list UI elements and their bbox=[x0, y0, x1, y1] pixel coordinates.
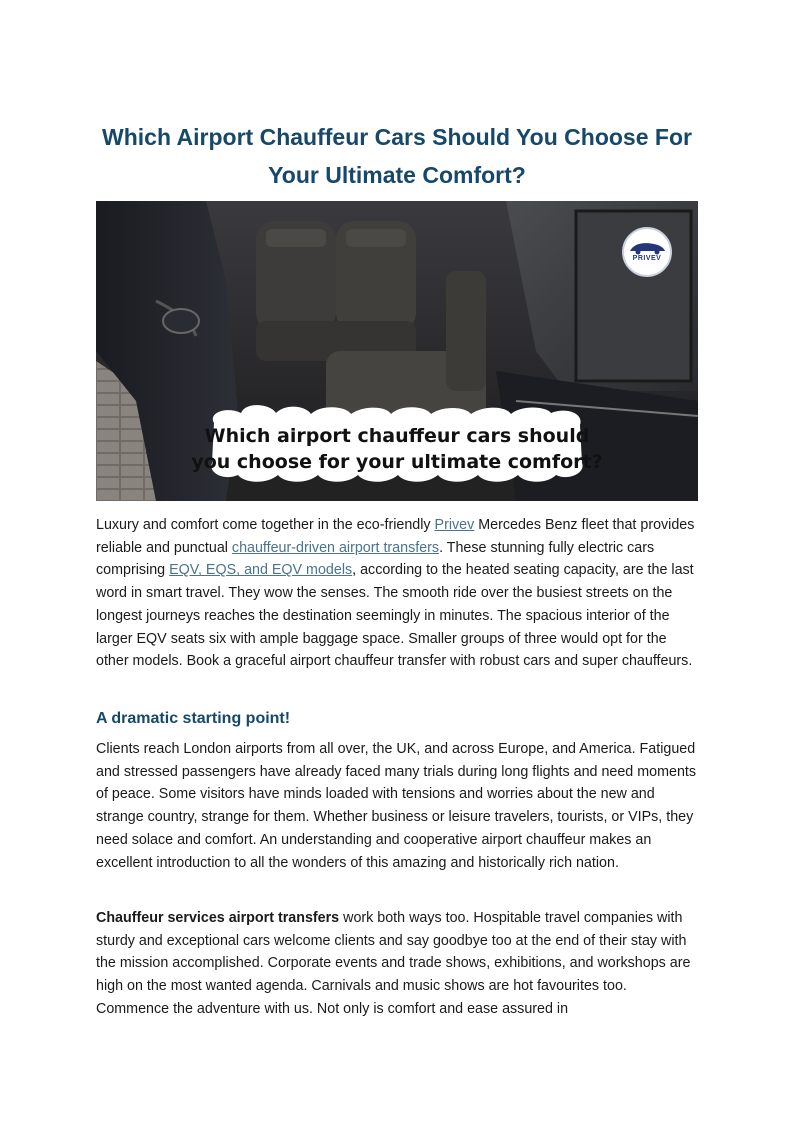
airport-transfers-link[interactable]: chauffeur-driven airport transfers bbox=[231, 539, 440, 556]
logo-text: PRIVEV bbox=[632, 255, 662, 262]
intro-text-4: , according to the heated seating capacity, are the last word in smart travel. They wow the senses. The smooth ride over the busiest streets on the longest journeys reaches the destination seemingly in minutes. The spacious interior of the larger EQV seats six with ample baggage space. Smaller groups of three would opt for the other models. Book a graceful airport chauffeur transfer with robust cars and super chauffeurs. bbox=[96, 562, 694, 670]
page-title: Which Airport Chauffeur Cars Should You Choose For Your Ultimate Comfort? bbox=[102, 124, 692, 188]
intro-text-1: Luxury and comfort come together in the eco-friendly bbox=[96, 517, 435, 533]
intro-paragraph bbox=[96, 514, 700, 673]
intro-text-2: Mercedes Benz fleet that provides reliable and punctual bbox=[96, 517, 695, 556]
section-heading: A dramatic starting point! bbox=[96, 710, 291, 727]
privev-link[interactable]: Privev bbox=[434, 517, 475, 533]
hero-caption bbox=[96, 423, 698, 475]
section-paragraph-2 bbox=[96, 907, 700, 1021]
hero-caption-line1: Which airport chauffeur cars should bbox=[204, 425, 590, 447]
hero-image bbox=[96, 201, 698, 501]
section-paragraph-1: Clients reach London airports from all over, the UK, and across Europe, and America. Fatigued and stressed passengers have already faced many trials during long flights and need moments of peace. Some visitors have minds loaded with tensions and worries about the new and strange country, strange for them. Whether business or leisure travelers, tourists, or VIPs, they need solace and comfort. An understanding and cooperative airport chauffeur makes an excellent introduction to all the wonders of this amazing and historically rich nation. bbox=[96, 741, 697, 871]
models-link[interactable]: EQV, EQS, and EQV models bbox=[169, 562, 353, 579]
paragraph-rest: work both ways too. Hospitable travel companies with sturdy and exceptional cars welcome clients and say goodbye too at the end of their stay with the mission accomplished. Corporate events and trade shows, exhibitions, and workshops are high on the most wanted agenda. Carnivals and music shows are hot favourites too. Commence the adventure with us. Not only is comfort and ease assured in bbox=[96, 910, 691, 1017]
bold-lead: Chauffeur services airport transfers bbox=[96, 910, 340, 926]
intro-text-3: . These stunning fully electric cars comprising bbox=[96, 539, 655, 579]
hero-caption-line2: you choose for your ultimate comfort? bbox=[191, 451, 603, 473]
